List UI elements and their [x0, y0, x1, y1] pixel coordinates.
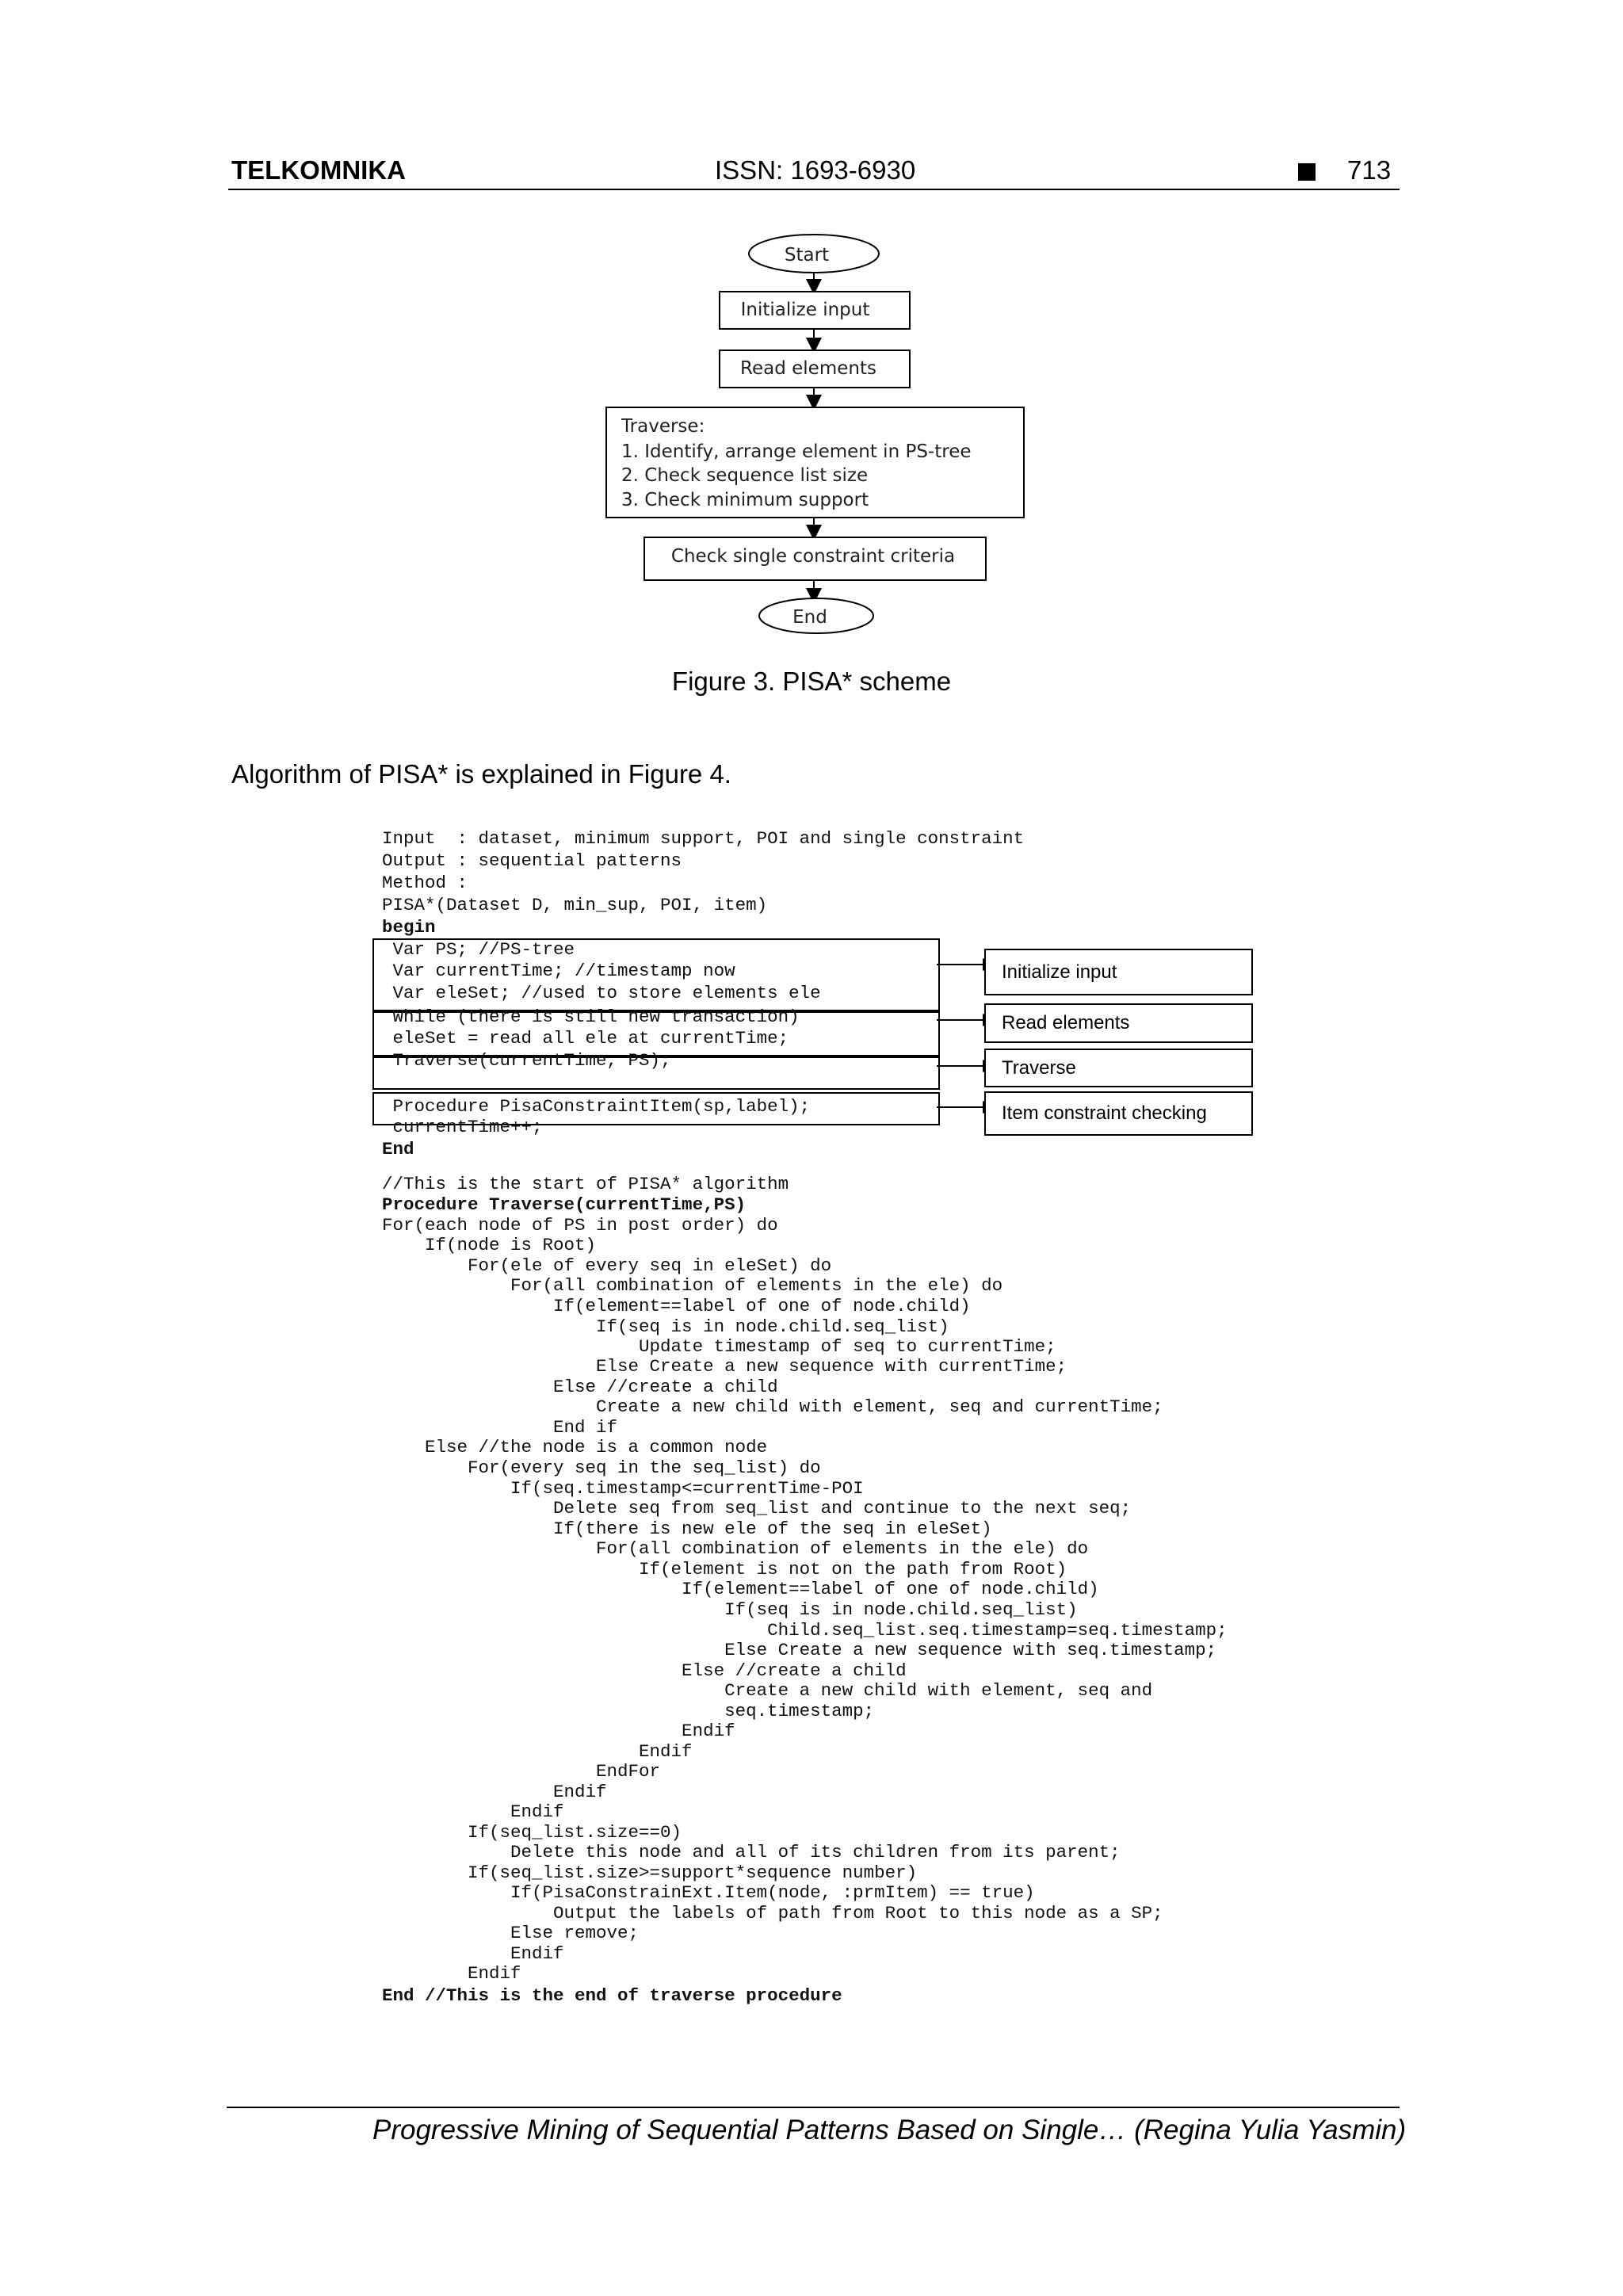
code-line: For(ele of every seq in eleSet) do — [382, 1255, 832, 1276]
code-line: Endif — [382, 1782, 607, 1802]
code-line: currentTime++; — [382, 1117, 543, 1137]
code-line: Endif — [382, 1943, 564, 1964]
code-line: For(every seq in the seq_list) do — [382, 1457, 821, 1478]
item-constraint-tag — [984, 1091, 1253, 1136]
code-line: //This is the start of PISA* algorithm — [382, 1174, 789, 1194]
code-line: Create a new child with element, seq and — [382, 1680, 1153, 1701]
code-line: Delete this node and all of its children from its parent; — [382, 1842, 1121, 1862]
tag-label: Read elements — [1002, 1012, 1130, 1033]
read-elements-tag — [984, 1003, 1253, 1043]
code-line: Var currentTime; //timestamp now — [382, 961, 735, 981]
code-line: Procedure PisaConstraintItem(sp,label); — [382, 1096, 811, 1117]
code-line: If(node is Root) — [382, 1235, 597, 1255]
traverse-arrow-line — [937, 1065, 986, 1067]
footer-divider — [227, 2107, 1400, 2108]
code-line: PISA*(Dataset D, min_sup, POI, item) — [382, 895, 768, 915]
code-line: Endif — [382, 1741, 693, 1762]
code-line: Else //the node is a common node — [382, 1437, 768, 1457]
tag-label: Item constraint checking — [1002, 1102, 1207, 1124]
code-line: End — [382, 1139, 414, 1159]
code-line: Output : sequential patterns — [382, 850, 682, 871]
code-line: If(seq_list.size>=support*sequence number) — [382, 1862, 918, 1883]
code-line: Traverse(currentTime, PS); — [382, 1050, 671, 1071]
code-line: Output the labels of path from Root to this node as a SP; — [382, 1903, 1163, 1924]
code-line: Endif — [382, 1963, 521, 1984]
read-elements-label: Read elements — [740, 358, 876, 379]
code-line: Procedure Traverse(currentTime,PS) — [382, 1194, 747, 1215]
code-line: Else Create a new sequence with seq.timestamp; — [382, 1640, 1217, 1660]
code-line: Else //create a child — [382, 1660, 907, 1681]
tag-label: Traverse — [1002, 1056, 1076, 1079]
footer-title: Progressive Mining of Sequential Patterns Based on Single… (Regina Yulia Yasmin) — [372, 2115, 1407, 2145]
initialize-input-label: Initialize input — [740, 300, 870, 320]
page-number: 713 — [1347, 155, 1392, 185]
tag-label: Initialize input — [1002, 961, 1117, 983]
code-line: End if — [382, 1417, 618, 1438]
code-line: Update timestamp of seq to currentTime; — [382, 1336, 1056, 1357]
code-line: If(seq is in node.child.seq_list) — [382, 1599, 1078, 1620]
code-line: Else Create a new sequence with currentTime; — [382, 1356, 1067, 1377]
end-label: End — [792, 607, 827, 628]
code-line: Else //create a child — [382, 1377, 778, 1397]
code-line: If(seq_list.size==0) — [382, 1822, 682, 1843]
traverse-tag — [984, 1049, 1253, 1087]
code-line: If(seq is in node.child.seq_list) — [382, 1316, 949, 1337]
figure-3-caption: Figure 3. PISA* scheme — [671, 667, 952, 696]
code-line: For(each node of PS in post order) do — [382, 1215, 778, 1236]
code-line: If(seq.timestamp<=currentTime-POI — [382, 1478, 864, 1499]
code-line: Create a new child with element, seq and currentTime; — [382, 1396, 1163, 1417]
init-arrow-line — [937, 964, 986, 965]
code-line: Method : — [382, 873, 468, 893]
initialize-input-tag — [984, 949, 1253, 995]
traverse-line: 3. Check minimum support — [621, 490, 869, 510]
code-line: If(PisaConstrainExt.Item(node, :prmItem) == true) — [382, 1882, 1035, 1903]
code-line: If(element is not on the path from Root) — [382, 1559, 1067, 1580]
code-line: For(all combination of elements in the ele) do — [382, 1538, 1089, 1559]
traverse-line: 1. Identify, arrange element in PS-tree — [621, 441, 972, 462]
code-line: While (there is still new transaction) — [382, 1007, 800, 1027]
code-line: If(element==label of one of node.child) — [382, 1296, 971, 1316]
code-line: If(there is new ele of the seq in eleSet) — [382, 1519, 992, 1539]
read-arrow-line — [937, 1019, 986, 1021]
code-line: Endif — [382, 1801, 564, 1822]
code-line: eleSet = read all ele at currentTime; — [382, 1028, 789, 1049]
code-line: Delete seq from seq_list and continue to the next seq; — [382, 1498, 1132, 1519]
code-line: seq.timestamp; — [382, 1701, 875, 1721]
code-line: End //This is the end of traverse procedure — [382, 1985, 842, 2006]
journal-name: TELKOMNIKA — [231, 155, 406, 185]
code-line: Endif — [382, 1721, 735, 1741]
code-line: Var eleSet; //used to store elements ele — [382, 983, 821, 1003]
code-line: Child.seq_list.seq.timestamp=seq.timestamp; — [382, 1620, 1228, 1641]
check-constraint-label: Check single constraint criteria — [670, 546, 956, 567]
code-line: For(all combination of elements in the ele) do — [382, 1275, 1003, 1296]
body-paragraph: Algorithm of PISA* is explained in Figure 4. — [231, 759, 731, 789]
code-line: begin — [382, 917, 436, 938]
code-line: If(element==label of one of node.child) — [382, 1579, 1099, 1599]
code-line: EndFor — [382, 1761, 661, 1782]
issn: ISSN: 1693-6930 — [715, 155, 916, 185]
code-line: Else remove; — [382, 1923, 640, 1943]
code-line: Var PS; //PS-tree — [382, 939, 575, 960]
start-label: Start — [784, 245, 830, 266]
traverse-line: Traverse: — [621, 416, 705, 437]
constraint-arrow-line — [937, 1106, 986, 1108]
code-line: Input : dataset, minimum support, POI and single constraint — [382, 828, 1025, 849]
traverse-line: 2. Check sequence list size — [621, 465, 869, 486]
